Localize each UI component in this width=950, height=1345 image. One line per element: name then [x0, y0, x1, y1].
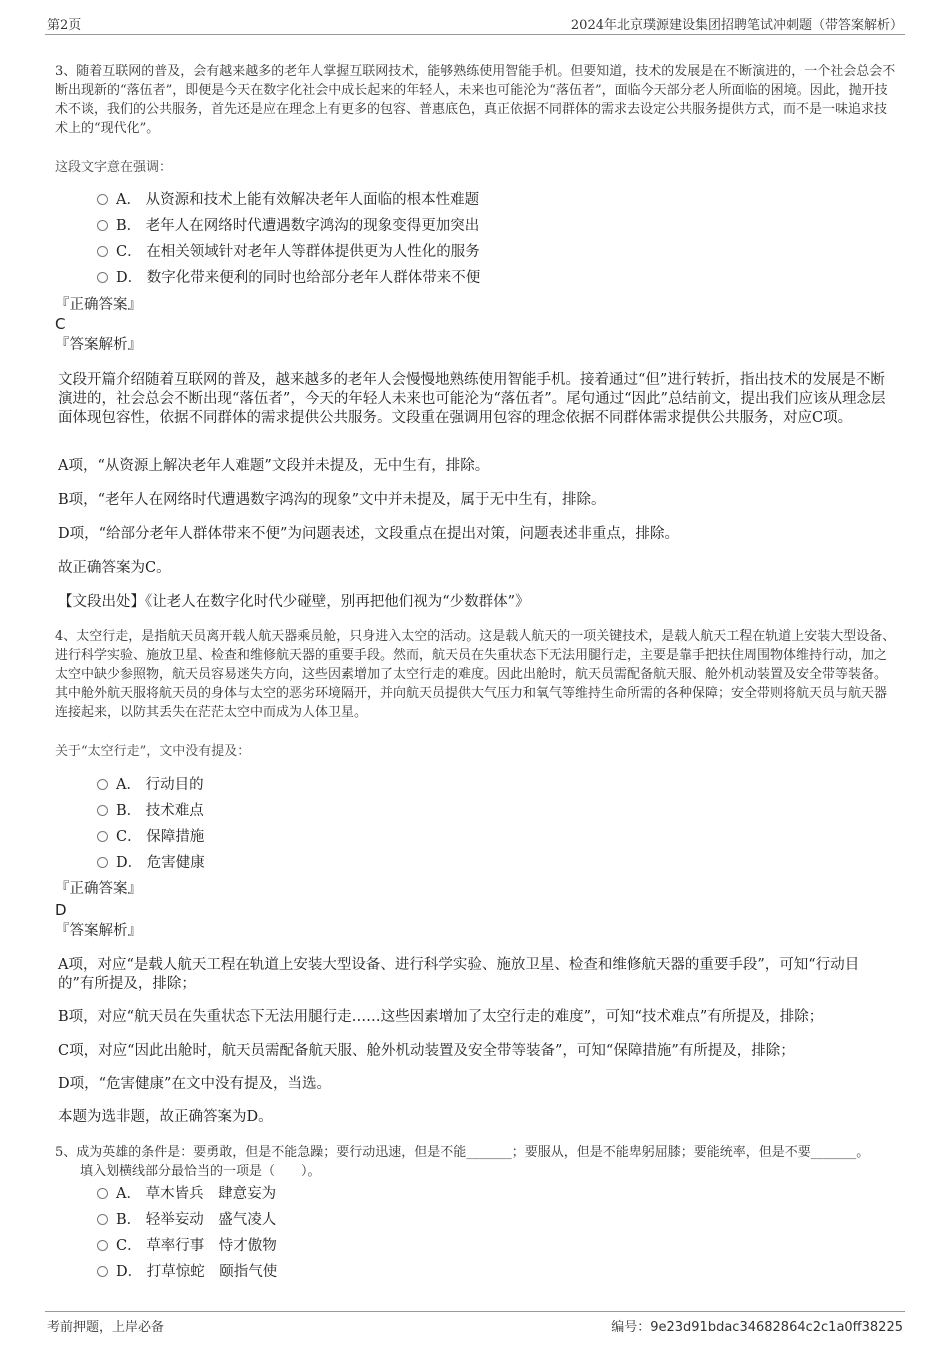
code-label: 编号： — [611, 1320, 651, 1335]
radio-icon[interactable] — [97, 1188, 108, 1199]
q4-answer: D — [55, 901, 67, 919]
q4-option-b[interactable]: B． 技术难点 — [97, 798, 797, 824]
q3-answer: C — [55, 315, 66, 333]
page-header — [45, 14, 905, 35]
q4-explanation-a: A项，对应“是载人航天工程在轨道上安装大型设备、进行科学实验、施放卫星、检查和维修航天器的重要手段”，可知“行动目的”有所提及，排除； — [58, 957, 860, 992]
q4-option-d[interactable]: D． 危害健康 — [97, 850, 797, 876]
radio-icon[interactable] — [97, 805, 108, 816]
q4-prompt: 关于“太空行走”，文中没有提及： — [55, 744, 251, 759]
q3-passage: 3、随着互联网的普及，会有越来越多的老年人掌握互联网技术，能够熟练使用智能手机。但要知道，技术的发展是在不断演进的，一个社会总会不断出现新的“落伍者”，即便是今天在数字化社会中成长起来的年轻人，未来也可能沦为“落伍者”，面临今天部分老人所面临的困境。因此，抛开技术不谈，我们的公共服务，首先还是应在理念上有更多的包容、普惠底色，真正依据不同群体的需求去设定公共服务提供方式，而不是一味追求技术上的“现代化”。 — [55, 64, 896, 136]
radio-icon[interactable] — [97, 831, 108, 842]
q3-conclusion: 故正确答案为C。 — [58, 560, 171, 576]
q3-explanation-b: B项，“老年人在网络时代遭遇数字鸿沟的现象”文中并未提及，属于无中生有，排除。 — [58, 492, 606, 508]
q5-option-c[interactable]: C． 草率行事 恃才傲物 — [97, 1233, 797, 1259]
radio-icon[interactable] — [97, 857, 108, 868]
document-title: 2024年北京璞源建设集团招聘笔试冲刺题（带答案解析） — [570, 18, 903, 33]
page-footer — [45, 1311, 905, 1338]
q3-explanation-main: 文段开篇介绍随着互联网的普及，越来越多的老年人会慢慢地熟练使用智能手机。接着通过“但”进行转折，指出技术的发展是不断演进的，社会总会不断出现“落伍者”，今天的年轻人未来也可能沦为“落伍者”。尾句通过“因此”总结前文，提出我们应该从理念层面体现包容性，依据不同群体的需求提供公共服务。文段重在强调用包容的理念依据不同群体需求提供公共服务，对应C项。 — [58, 372, 886, 426]
q3-correct-answer-label: 『正确答案』 — [55, 297, 142, 313]
q3-source: 【文段出处】《让老人在数字化时代少碰壁，别再把他们视为“少数群体”》 — [58, 594, 530, 610]
document-code — [611, 1316, 903, 1335]
q3-option-d[interactable]: D． 数字化带来便利的同时也给部分老年人群体带来不便 — [97, 265, 797, 291]
radio-icon[interactable] — [97, 1240, 108, 1251]
q4-explanation-d: D项，“危害健康”在文中没有提及，当选。 — [58, 1076, 331, 1092]
q5-options — [97, 1181, 797, 1285]
q4-explanation-c: C项，对应“因此出舱时，航天员需配备航天服、舱外机动装置及安全带等装备”，可知“保障措施”有所提及，排除； — [58, 1043, 795, 1059]
q4-analysis-label: 『答案解析』 — [55, 923, 142, 939]
page-number: 第2页 — [47, 18, 82, 33]
q5-stem: 5、成为英雄的条件是：要勇敢，但是不能急躁；要行动迅速，但是不能_______；要服从，但是不能卑躬屈膝；要能统率，但是不要_______。 — [55, 1145, 870, 1160]
q4-passage: 4、太空行走，是指航天员离开载人航天器乘员舱，只身进入太空的活动。这是载人航天的一项关键技术，是载人航天工程在轨道上安装大型设备、进行科学实验、施放卫星、检查和维修航天器的重要手段。然而，航天员在失重状态下无法用腿行走，主要是靠手把扶住周围物体维持行动，加之太空中缺少参照物，航天员容易迷失方向，这些因素增加了太空行走的难度。因此出舱时，航天员需配备航天服、舱外机动装置及安全带等装备。其中舱外航天服将航天员的身体与太空的恶劣环境隔开，并向航天员提供大气压力和氧气等维持生命所需的各种保障；安全带则将航天员与航天器连接起来，以防其丢失在茫茫太空中而成为人体卫星。 — [55, 629, 896, 720]
q3-analysis-label: 『答案解析』 — [55, 337, 142, 353]
q4-options — [97, 772, 797, 876]
radio-icon[interactable] — [97, 272, 108, 283]
radio-icon[interactable] — [97, 779, 108, 790]
q3-explanation-a: A项，“从资源上解决老年人难题”文段并未提及，无中生有，排除。 — [58, 458, 490, 474]
q5-instruction: 填入划横线部分最恰当的一项是（ ）。 — [80, 1164, 321, 1179]
q3-option-b[interactable]: B． 老年人在网络时代遭遇数字鸿沟的现象变得更加突出 — [97, 213, 797, 239]
q5-option-a[interactable]: A． 草木皆兵 肆意妄为 — [97, 1181, 797, 1207]
q4-option-c[interactable]: C． 保障措施 — [97, 824, 797, 850]
q5-option-d[interactable]: D． 打草惊蛇 颐指气使 — [97, 1259, 797, 1285]
q3-explanation-d: D项，“给部分老年人群体带来不便”为问题表述，文段重点在提出对策，问题表述非重点，排除。 — [58, 526, 679, 542]
radio-icon[interactable] — [97, 246, 108, 257]
q3-option-c[interactable]: C． 在相关领域针对老年人等群体提供更为人性化的服务 — [97, 239, 797, 265]
radio-icon[interactable] — [97, 1214, 108, 1225]
q4-correct-answer-label: 『正确答案』 — [55, 881, 142, 897]
radio-icon[interactable] — [97, 220, 108, 231]
q3-options — [97, 187, 797, 291]
radio-icon[interactable] — [97, 194, 108, 205]
q3-option-a[interactable]: A． 从资源和技术上能有效解决老年人面临的根本性难题 — [97, 187, 797, 213]
footer-slogan: 考前押题，上岸必备 — [47, 1320, 165, 1335]
q4-explanation-b: B项，对应“航天员在失重状态下无法用腿行走……这些因素增加了太空行走的难度”，可知“技术难点”有所提及，排除； — [58, 1009, 824, 1025]
q4-conclusion: 本题为选非题，故正确答案为D。 — [58, 1109, 273, 1125]
q4-option-a[interactable]: A． 行动目的 — [97, 772, 797, 798]
q5-option-b[interactable]: B． 轻举妄动 盛气凌人 — [97, 1207, 797, 1233]
radio-icon[interactable] — [97, 1266, 108, 1277]
q3-prompt: 这段文字意在强调： — [55, 160, 173, 175]
code-value: 9e23d91bdac34682864c2c1a0ff38225 — [650, 1320, 903, 1335]
